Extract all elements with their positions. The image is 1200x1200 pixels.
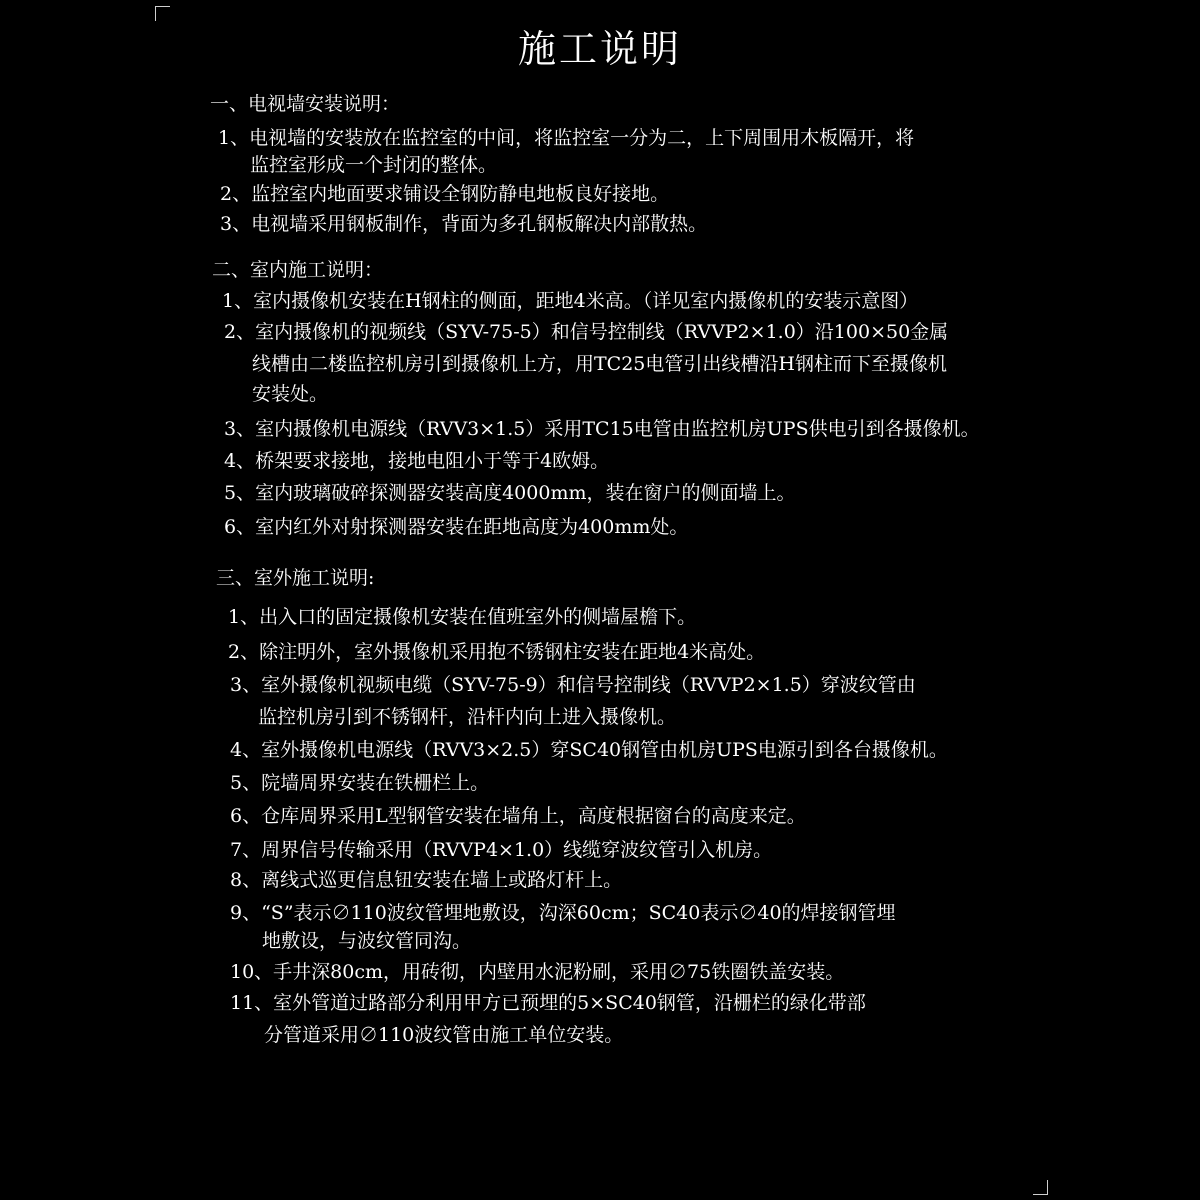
section1-line: 1、电视墙的安装放在监控室的中间，将监控室一分为二，上下周围用木板隔开，将 — [218, 127, 915, 149]
section2-line: 6、室内红外对射探测器安装在距地高度为400mm处。 — [224, 516, 689, 538]
section3-line: 11、室外管道过路部分利用甲方已预埋的5×SC40钢管，沿栅栏的绿化带部 — [230, 992, 866, 1014]
section1-heading: 一、电视墙安装说明： — [210, 93, 401, 115]
page-title: 施工说明 — [517, 27, 682, 71]
section3-line: 7、周界信号传输采用（RVVP4×1.0）线缆穿波纹管引入机房。 — [230, 839, 773, 861]
bottom-right-corner-mark — [1033, 1180, 1048, 1195]
section2-line: 3、室内摄像机电源线（RVV3×1.5）采用TC15电管由监控机房UPS供电引到各摄像机。 — [224, 418, 980, 440]
section3-line: 5、院墙周界安装在铁栅栏上。 — [230, 772, 490, 794]
section2-line: 线槽由二楼监控机房引到摄像机上方，用TC25电管引出线槽沿H钢柱而下至摄像机 — [252, 353, 947, 375]
section3-line: 监控机房引到不锈钢杆，沿杆内向上进入摄像机。 — [258, 706, 677, 728]
section3-line: 4、室外摄像机电源线（RVV3×2.5）穿SC40钢管由机房UPS电源引到各台摄像机。 — [230, 739, 948, 761]
section2-line: 安装处。 — [252, 383, 329, 405]
section3-line: 分管道采用∅110波纹管由施工单位安装。 — [264, 1024, 624, 1046]
section3-line: 3、室外摄像机视频电缆（SYV-75-9）和信号控制线（RVVP2×1.5）穿波纹管由 — [230, 674, 916, 696]
section3-line: 1、出入口的固定摄像机安装在值班室外的侧墙屋檐下。 — [228, 606, 697, 628]
section3-line: 2、除注明外，室外摄像机采用抱不锈钢柱安装在距地4米高处。 — [228, 641, 766, 663]
section3-line: 10、手井深80cm，用砖彻，内壁用水泥粉刷，采用∅75铁圈铁盖安装。 — [230, 961, 845, 983]
section2-line: 4、桥架要求接地，接地电阻小于等于4欧姆。 — [224, 450, 610, 472]
section3-line: 9、“S”表示∅110波纹管埋地敷设，沟深60cm；SC40表示∅40的焊接钢管埋 — [230, 902, 896, 924]
section2-line: 5、室内玻璃破碎探测器安装高度4000mm，装在窗户的侧面墙上。 — [224, 482, 796, 504]
section3-line: 地敷设，与波纹管同沟。 — [262, 930, 472, 952]
section1-line: 2、监控室内地面要求铺设全钢防静电地板良好接地。 — [220, 183, 670, 205]
section2-heading: 二、室内施工说明： — [212, 259, 384, 281]
section1-line: 监控室形成一个封闭的整体。 — [250, 154, 498, 176]
section3-line: 8、离线式巡更信息钮安装在墙上或路灯杆上。 — [230, 869, 623, 891]
section3-line: 6、仓库周界采用L型钢管安装在墙角上，高度根据窗台的高度来定。 — [230, 805, 806, 827]
section1-line: 3、电视墙采用钢板制作，背面为多孔钢板解决内部散热。 — [220, 213, 708, 235]
section2-line: 1、室内摄像机安装在H钢柱的侧面，距地4米高。（详见室内摄像机的安装示意图） — [222, 290, 919, 312]
section3-heading: 三、室外施工说明: — [216, 567, 375, 589]
section2-line: 2、室内摄像机的视频线（SYV-75-5）和信号控制线（RVVP2×1.0）沿100×50金属 — [224, 321, 949, 343]
